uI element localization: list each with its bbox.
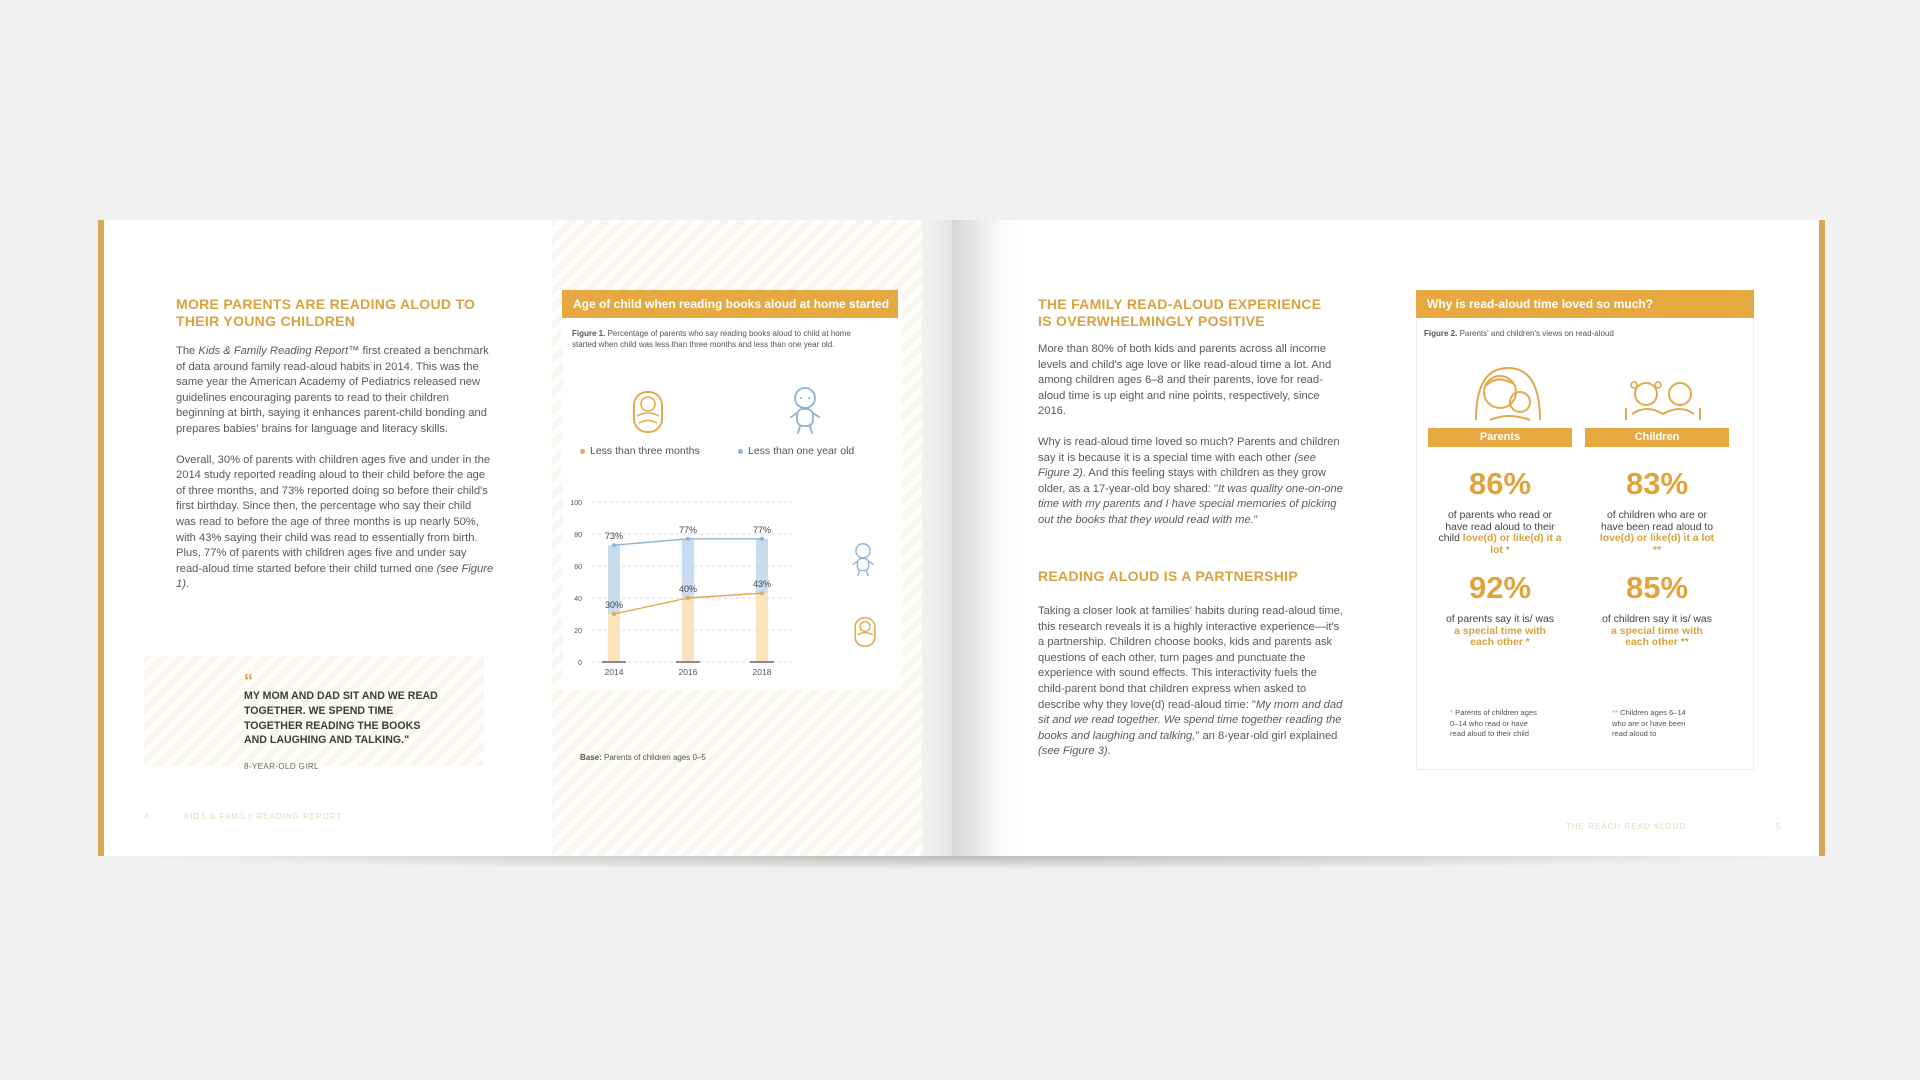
y-tick-label: 80 — [574, 532, 582, 539]
running-title-right: THE REACH READ ALOUD — [1566, 822, 1687, 831]
legend-item-three-months — [580, 445, 700, 457]
data-point — [760, 537, 764, 541]
data-label: 30% — [604, 600, 624, 610]
left-body — [176, 344, 494, 608]
two-children-icon — [1620, 374, 1706, 424]
x-tick-label: 2014 — [604, 667, 624, 677]
right-page — [952, 220, 1825, 856]
bar-2018-1 — [756, 593, 768, 662]
parents-footnote: * Parents of children ages 0–14 who read or have read aloud to their child — [1450, 708, 1537, 738]
data-point — [686, 537, 690, 541]
figure-1-caption: Figure 1. Percentage of parents who say reading books aloud to child at home started when child was less than three months and less than one year old. — [572, 329, 851, 349]
data-label: 77% — [678, 524, 698, 535]
data-label: 40% — [678, 584, 698, 594]
y-tick-label: 0 — [578, 660, 582, 667]
children-column-header: Children — [1585, 428, 1729, 447]
figure-1-chart — [562, 500, 902, 680]
figure-1-base-note: Base: Parents of children ages 0–5 — [580, 753, 706, 762]
data-point — [686, 596, 690, 600]
book-shadow — [108, 856, 1815, 870]
left-paragraph-1: The Kids & Family Reading Report™ first created a benchmark of data around family read-aloud habits in 2014. This was the same year the American Academy of Pediatrics released new guidelines encouraging parents to read to their children beginning at birth, saying it enhances parent-child bonding and prepares babies' brains for language and literacy skills. — [176, 345, 489, 435]
bar-2014-1 — [608, 614, 620, 662]
swaddled-baby-icon — [631, 390, 665, 434]
y-tick-label: 40 — [574, 596, 582, 603]
quote-mark-icon: “ — [244, 671, 253, 691]
parents-stat-2-value: 92% — [1468, 570, 1532, 605]
pull-quote — [244, 671, 444, 772]
left-heading-line-1: MORE PARENTS ARE READING ALOUD TO — [176, 296, 476, 312]
figure-1-title: Age of child when reading books aloud at home started — [562, 290, 898, 318]
running-title-left: KIDS & FAMILY READING REPORT — [184, 812, 343, 821]
data-label: 43% — [752, 579, 772, 590]
children-stat-1-value: 83% — [1625, 466, 1689, 501]
right-paragraph-3: Taking a closer look at families' habits during read-aloud time, this research reveals it is a highly interactive experience—it's a partnership. Children choose books, kids and parents ask questions of each other, turn pages and punctuate the experience with sound effects. This interactivity fuels the child-parent bond that children express when asked to describe why they love(d) read-aloud time: "My mom and dad sit and we read together. We spend time together reading the books and laughing and talking," an 8-year-old girl explained (see Figure 3). — [1038, 605, 1343, 758]
data-label: 73% — [604, 531, 624, 542]
left-heading — [176, 296, 476, 330]
right-paragraph-1: More than 80% of both kids and parents across all income levels and child's age love or like read-aloud time a lot. And among children ages 6–8 and their parents, love for read-aloud time is up eight and nine points, respectively, since 2016. — [1038, 343, 1332, 418]
legend-dot-three-months — [580, 449, 585, 454]
y-tick-label: 20 — [574, 628, 582, 635]
swaddled-baby-icon — [853, 614, 877, 650]
data-label: 77% — [752, 524, 772, 535]
bar-2016-1 — [682, 598, 694, 662]
legend-dot-one-year — [738, 449, 743, 454]
right-paragraph-2: Why is read-aloud time loved so much? Parents and children say it is because it is a special time with each other (see Figure 2). And this feeling stays with children as they grow older, as a 17-year-old boy shared: "It was quality one-on-one time with my parents and I have special memories of picking out the books that they would read with me." — [1038, 435, 1343, 526]
right-heading-2: READING ALOUD IS A PARTNERSHIP — [1038, 568, 1298, 584]
parents-column-header: Parents — [1428, 428, 1572, 447]
data-point — [612, 543, 616, 547]
quote-attribution: 8-YEAR-OLD GIRL — [244, 762, 319, 772]
right-heading-1-line-1: THE FAMILY READ-ALOUD EXPERIENCE — [1038, 296, 1322, 312]
left-heading-line-2: THEIR YOUNG CHILDREN — [176, 313, 356, 329]
legend-label-one-year: Less than one year old — [748, 445, 855, 457]
baby-icon — [851, 540, 875, 580]
children-footnote: ** Children ages 6–14 who are or have been read aloud to — [1612, 708, 1686, 738]
page-number-left: 4 — [144, 812, 150, 821]
right-heading-1 — [1038, 296, 1338, 330]
figure-2-title: Why is read-aloud time loved so much? — [1416, 290, 1754, 318]
parents-stat-1-text: of parents who read or have read aloud to their child love(d) or like(d) it a lot * — [1438, 510, 1562, 556]
gutter-shadow — [952, 220, 1032, 856]
children-stat-1-text: of children who are or have been read aloud to love(d) or like(d) it a lot ** — [1599, 510, 1715, 556]
x-tick-label: 2018 — [752, 667, 772, 677]
children-stat-2-value: 85% — [1625, 570, 1689, 605]
baby-icon — [788, 386, 822, 436]
data-point — [612, 612, 616, 616]
parents-stat-1-value: 86% — [1468, 466, 1532, 501]
legend-label-three-months: Less than three months — [590, 445, 700, 457]
book-spread — [98, 220, 1825, 856]
y-tick-label: 60 — [574, 564, 582, 571]
page-number-right: 5 — [1776, 822, 1782, 831]
parent-child-icon — [1466, 362, 1550, 426]
left-paragraph-2: Overall, 30% of parents with children ages five and under in the 2014 study reported reading aloud to their child before the age of three months, and 73% reported doing so before their child's first birthday. Since then, the percentage who say their child was read to before the age of three months is up nearly 50%, with 43% saying their child was read to essentially from birth. Plus, 77% of parents with children ages five and under say read-aloud time started before their child turned one (see Figure 1). — [176, 453, 494, 591]
legend-item-one-year — [738, 445, 854, 457]
children-stat-2-text: of children say it is/ was a special time with each other ** — [1602, 614, 1712, 648]
left-page — [98, 220, 952, 856]
right-heading-1-line-2: IS OVERWHELMINGLY POSITIVE — [1038, 313, 1265, 329]
y-tick-label: 100 — [570, 500, 582, 507]
data-point — [760, 591, 764, 595]
right-body-1 — [1038, 342, 1346, 544]
right-body-2 — [1038, 604, 1346, 775]
parents-stat-2-text: of parents say it is/ was a special time with each other * — [1446, 614, 1554, 648]
figure-2-caption: Figure 2. Parents' and children's views on read-aloud — [1424, 329, 1614, 338]
quote-text: MY MOM AND DAD SIT AND WE READ TOGETHER. WE SPEND TIME TOGETHER READING THE BOOKS AND LAUGHING AND TALKING." — [244, 690, 438, 747]
x-tick-label: 2016 — [678, 667, 698, 677]
